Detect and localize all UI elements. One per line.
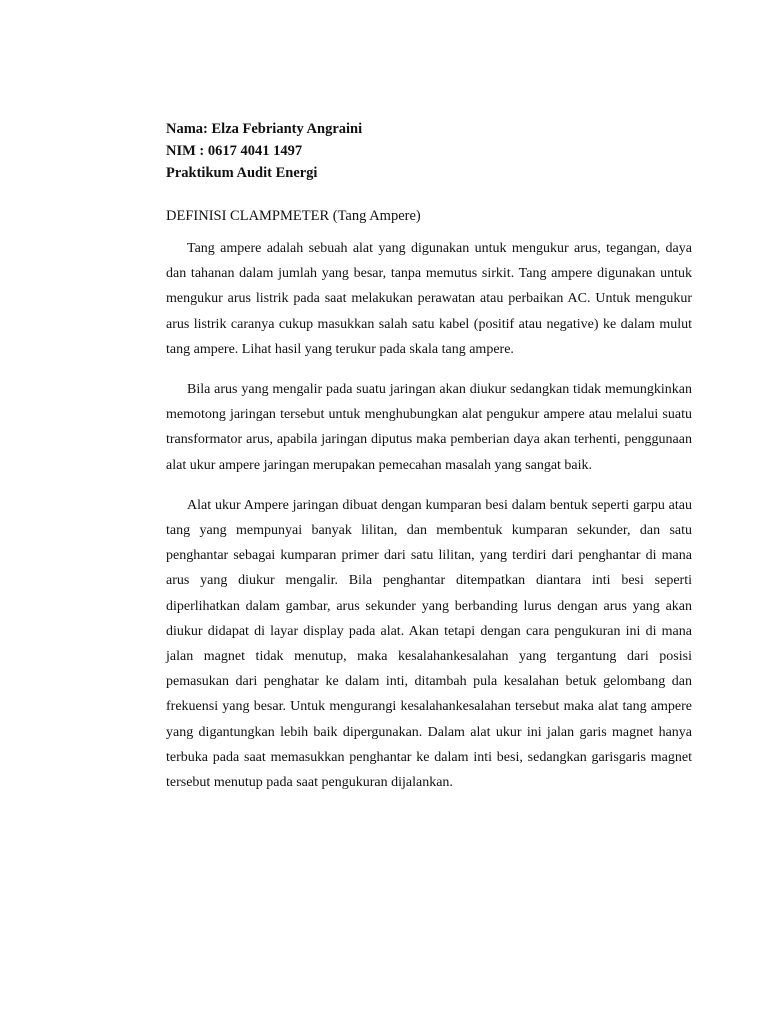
document-header xyxy=(166,118,362,184)
paragraph-3: Alat ukur Ampere jaringan dibuat dengan kumparan besi dalam bentuk seperti garpu atau tang yang mempunyai banyak lilitan, dan membentuk kumparan sekunder, dan satu penghantar sebagai kumparan primer dari satu lilitan, yang terdiri dari penghantar di mana arus yang diukur mengalir. Bila penghantar ditempatkan diantara inti besi seperti diperlihatkan dalam gambar, arus sekunder yang berbanding lurus dengan arus yang akan diukur didapat di layar display pada alat. Akan tetapi dengan cara pengukuran ini di mana jalan magnet tidak menutup, maka kesalahankesalahan yang tergantung dari posisi pemasukan dari penghatar ke dalam inti, ditambah pula kesalahan betuk gelombang dan frekuensi yang besar. Untuk mengurangi kesalahankesalahan tersebut maka alat tang ampere yang digantungkan lebih baik dipergunakan. Dalam alat ukur ini jalan garis magnet hanya terbuka pada saat memasukkan penghantar ke dalam inti besi, sedangkan garisgaris magnet tersebut menutup pada saat pengukuran dijalankan. xyxy=(166,497,692,791)
paragraph-2: Bila arus yang mengalir pada suatu jaringan akan diukur sedangkan tidak memungkinkan memotong jaringan tersebut untuk menghubungkan alat pengukur ampere atau melalui suatu transformator arus, apabila jaringan diputus maka pemberian daya akan terhenti, penggunaan alat ukur ampere jaringan merupakan pemecahan masalah yang sangat baik. xyxy=(166,382,692,473)
student-name: Nama: Elza Febrianty Angraini xyxy=(166,121,363,137)
student-nim: NIM : 0617 4041 1497 xyxy=(166,143,303,159)
course-title: Praktikum Audit Energi xyxy=(166,165,318,181)
document-body xyxy=(166,236,692,810)
paragraph-1: Tang ampere adalah sebuah alat yang digunakan untuk mengukur arus, tegangan, daya dan tahanan dalam jumlah yang besar, tanpa memutus sirkit. Tang ampere digunakan untuk mengukur arus listrik pada saat melakukan perawatan atau perbaikan AC. Untuk mengukur arus listrik caranya cukup masukkan salah satu kabel (positif atau negative) ke dalam mulut tang ampere. Lihat hasil yang terukur pada skala tang ampere. xyxy=(166,241,692,357)
section-title: DEFINISI CLAMPMETER (Tang Ampere) xyxy=(166,208,421,224)
